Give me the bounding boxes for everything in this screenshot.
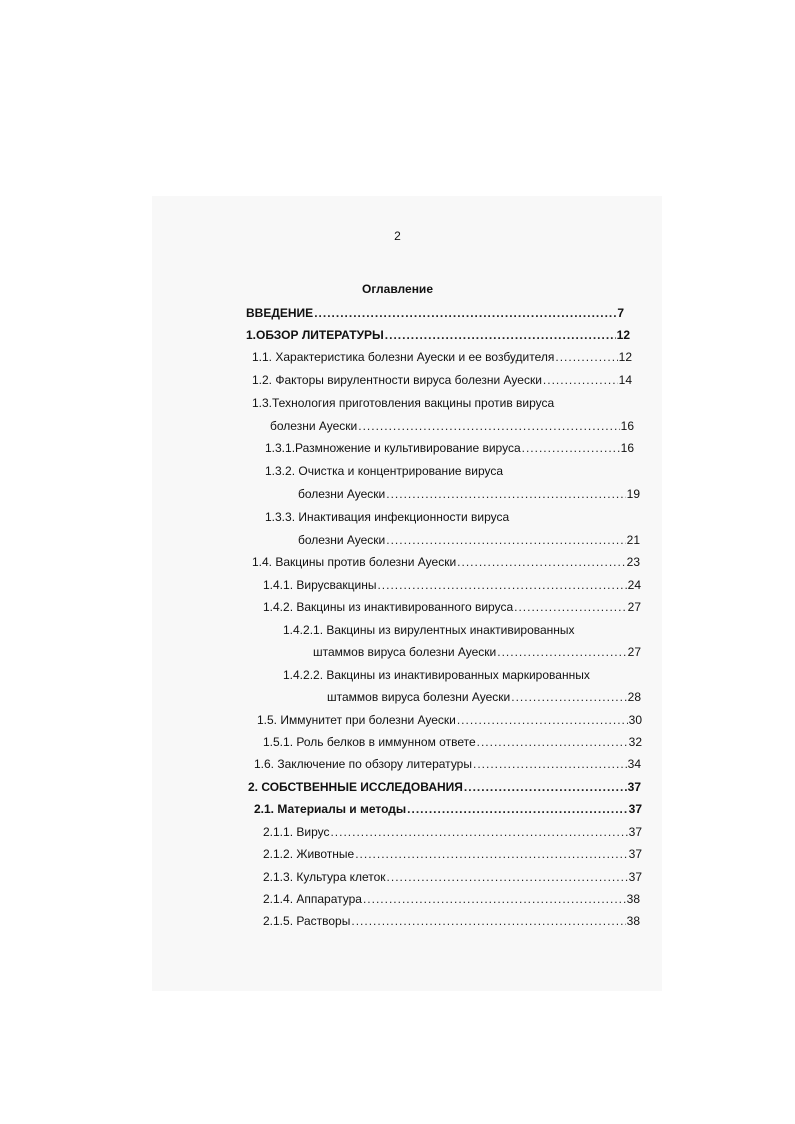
toc-entry-page: 30 <box>628 713 642 727</box>
toc-entry-text: 1.5. Иммунитет при болезни Ауески <box>257 713 456 727</box>
toc-entry-own-research[interactable] <box>248 780 641 794</box>
toc-leader-dots <box>377 578 626 592</box>
toc-entry-text: 2.1.2. Животные <box>263 847 355 861</box>
toc-entry-1-3-continuation[interactable] <box>270 419 634 433</box>
toc-entry-page: 37 <box>627 780 641 794</box>
toc-entry-page: 34 <box>627 757 641 771</box>
toc-leader-dots <box>387 870 628 884</box>
toc-entry-page: 16 <box>620 419 634 433</box>
toc-entry-page: 37 <box>628 870 642 884</box>
toc-entry-text: 2. СОБСТВЕННЫЕ ИССЛЕДОВАНИЯ <box>248 780 463 794</box>
toc-entry-1-3-2[interactable]: 1.3.2. Очистка и концентрирование вируса <box>265 464 504 478</box>
toc-entry-text: болезни Ауески <box>298 487 386 501</box>
toc-leader-dots <box>464 780 627 794</box>
toc-entry-text: 2.1. Материалы и методы <box>254 802 407 816</box>
toc-entry-page: 37 <box>628 825 642 839</box>
toc-entry-2-1-3[interactable] <box>263 870 642 884</box>
toc-leader-dots <box>363 892 626 906</box>
toc-leader-dots <box>314 306 616 320</box>
toc-entry-page: 37 <box>628 802 642 816</box>
toc-entry-text: 1.4.1. Вирусвакцины <box>263 578 377 592</box>
toc-entry-page: 37 <box>628 847 642 861</box>
toc-entry-page: 28 <box>627 690 641 704</box>
toc-entry-text: 1.6. Заключение по обзору литературы <box>254 757 472 771</box>
toc-leader-dots <box>477 735 628 749</box>
toc-leader-dots <box>457 555 625 569</box>
toc-entry-text: 2.1.1. Вирус <box>263 825 330 839</box>
toc-entry-page: 7 <box>617 306 624 320</box>
toc-entry-2-1-4[interactable] <box>263 892 640 906</box>
toc-entry-page: 12 <box>616 328 630 342</box>
toc-entry-2-1-2[interactable] <box>263 847 642 861</box>
toc-entry-text: 1.5.1. Роль белков в иммунном ответе <box>263 735 476 749</box>
toc-entry-text: штаммов вируса болезни Ауески <box>327 690 511 704</box>
page-number: 2 <box>394 229 401 243</box>
toc-entry-text: болезни Ауески <box>270 419 358 433</box>
toc-entry-page: 21 <box>626 533 640 547</box>
toc-entry-text: 2.1.3. Культура клеток <box>263 870 386 884</box>
toc-leader-dots <box>514 600 627 614</box>
toc-entry-text: 1.ОБЗОР ЛИТЕРАТУРЫ <box>246 328 384 342</box>
toc-entry-1-3[interactable]: 1.3.Технология приготовления вакцины против вируса <box>252 396 555 410</box>
toc-entry-page: 19 <box>626 487 640 501</box>
toc-entry-text: 1.4.2. Вакцины из инактивированного вируса <box>263 600 514 614</box>
toc-entry-1-3-3[interactable]: 1.3.3. Инактивация инфекционности вируса <box>265 510 510 524</box>
toc-entry-1-4-2-2-continuation[interactable] <box>327 690 641 704</box>
toc-leader-dots <box>358 419 619 433</box>
toc-entry-page: 32 <box>628 735 642 749</box>
toc-leader-dots <box>473 757 627 771</box>
toc-entry-page: 12 <box>618 350 632 364</box>
toc-entry-1-5[interactable] <box>257 713 642 727</box>
toc-entry-page: 16 <box>620 441 634 455</box>
toc-entry-1-4-2-2[interactable]: 1.4.2.2. Вакцины из инактивированных маркированных <box>283 668 590 682</box>
toc-entry-text: 1.2. Факторы вирулентности вируса болезни Ауески <box>252 373 542 387</box>
toc-entry-introduction[interactable] <box>246 306 624 320</box>
toc-entry-1-4-2-1-continuation[interactable] <box>313 645 641 659</box>
toc-entry-2-1[interactable] <box>254 802 642 816</box>
toc-entry-1-4-2-1[interactable]: 1.4.2.1. Вакцины из вирулентных инактивированных <box>283 623 575 637</box>
toc-entry-1-6[interactable] <box>254 757 641 771</box>
toc-entry-text: штаммов вируса болезни Ауески <box>313 645 497 659</box>
toc-leader-dots <box>497 645 626 659</box>
toc-entry-text: 1.3.1.Размножение и культивирование вируса <box>265 441 521 455</box>
toc-entry-text: 1.4. Вакцины против болезни Ауески <box>252 555 457 569</box>
toc-entry-page: 24 <box>627 578 641 592</box>
toc-entry-1-3-2-continuation[interactable] <box>298 487 640 501</box>
toc-leader-dots <box>522 441 620 455</box>
toc-leader-dots <box>386 533 625 547</box>
toc-entry-page: 23 <box>626 555 640 569</box>
toc-entry-1-4-1[interactable] <box>263 578 641 592</box>
toc-entry-1-4-2[interactable] <box>263 600 641 614</box>
toc-leader-dots <box>407 802 627 816</box>
toc-leader-dots <box>355 847 627 861</box>
toc-leader-dots <box>511 690 626 704</box>
toc-entry-1-3-1[interactable] <box>265 441 634 455</box>
toc-entry-text: болезни Ауески <box>298 533 386 547</box>
toc-entry-text: 1.1. Характеристика болезни Ауески и ее возбудителя <box>252 350 555 364</box>
toc-entry-page: 38 <box>626 892 640 906</box>
toc-entry-2-1-5[interactable] <box>263 914 640 928</box>
toc-entry-text: 2.1.4. Аппаратура <box>263 892 362 906</box>
toc-entry-1-5-1[interactable] <box>263 735 642 749</box>
toc-leader-dots <box>457 713 628 727</box>
toc-entry-page: 14 <box>618 373 632 387</box>
toc-title: Оглавление <box>362 282 433 296</box>
toc-leader-dots <box>386 487 625 501</box>
toc-leader-dots <box>555 350 617 364</box>
toc-entry-text: 2.1.5. Растворы <box>263 914 351 928</box>
toc-leader-dots <box>385 328 616 342</box>
toc-entry-1-4[interactable] <box>252 555 640 569</box>
toc-leader-dots <box>543 373 618 387</box>
toc-entry-page: 27 <box>627 645 641 659</box>
toc-entry-1-1[interactable] <box>252 350 632 364</box>
toc-leader-dots <box>351 914 625 928</box>
toc-entry-page: 27 <box>627 600 641 614</box>
toc-entry-1-2[interactable] <box>252 373 632 387</box>
toc-entry-page: 38 <box>626 914 640 928</box>
toc-entry-text: ВВЕДЕНИЕ <box>246 306 314 320</box>
toc-entry-1-3-3-continuation[interactable] <box>298 533 640 547</box>
toc-entry-literature-review[interactable] <box>246 328 630 342</box>
toc-leader-dots <box>330 825 627 839</box>
toc-entry-2-1-1[interactable] <box>263 825 642 839</box>
